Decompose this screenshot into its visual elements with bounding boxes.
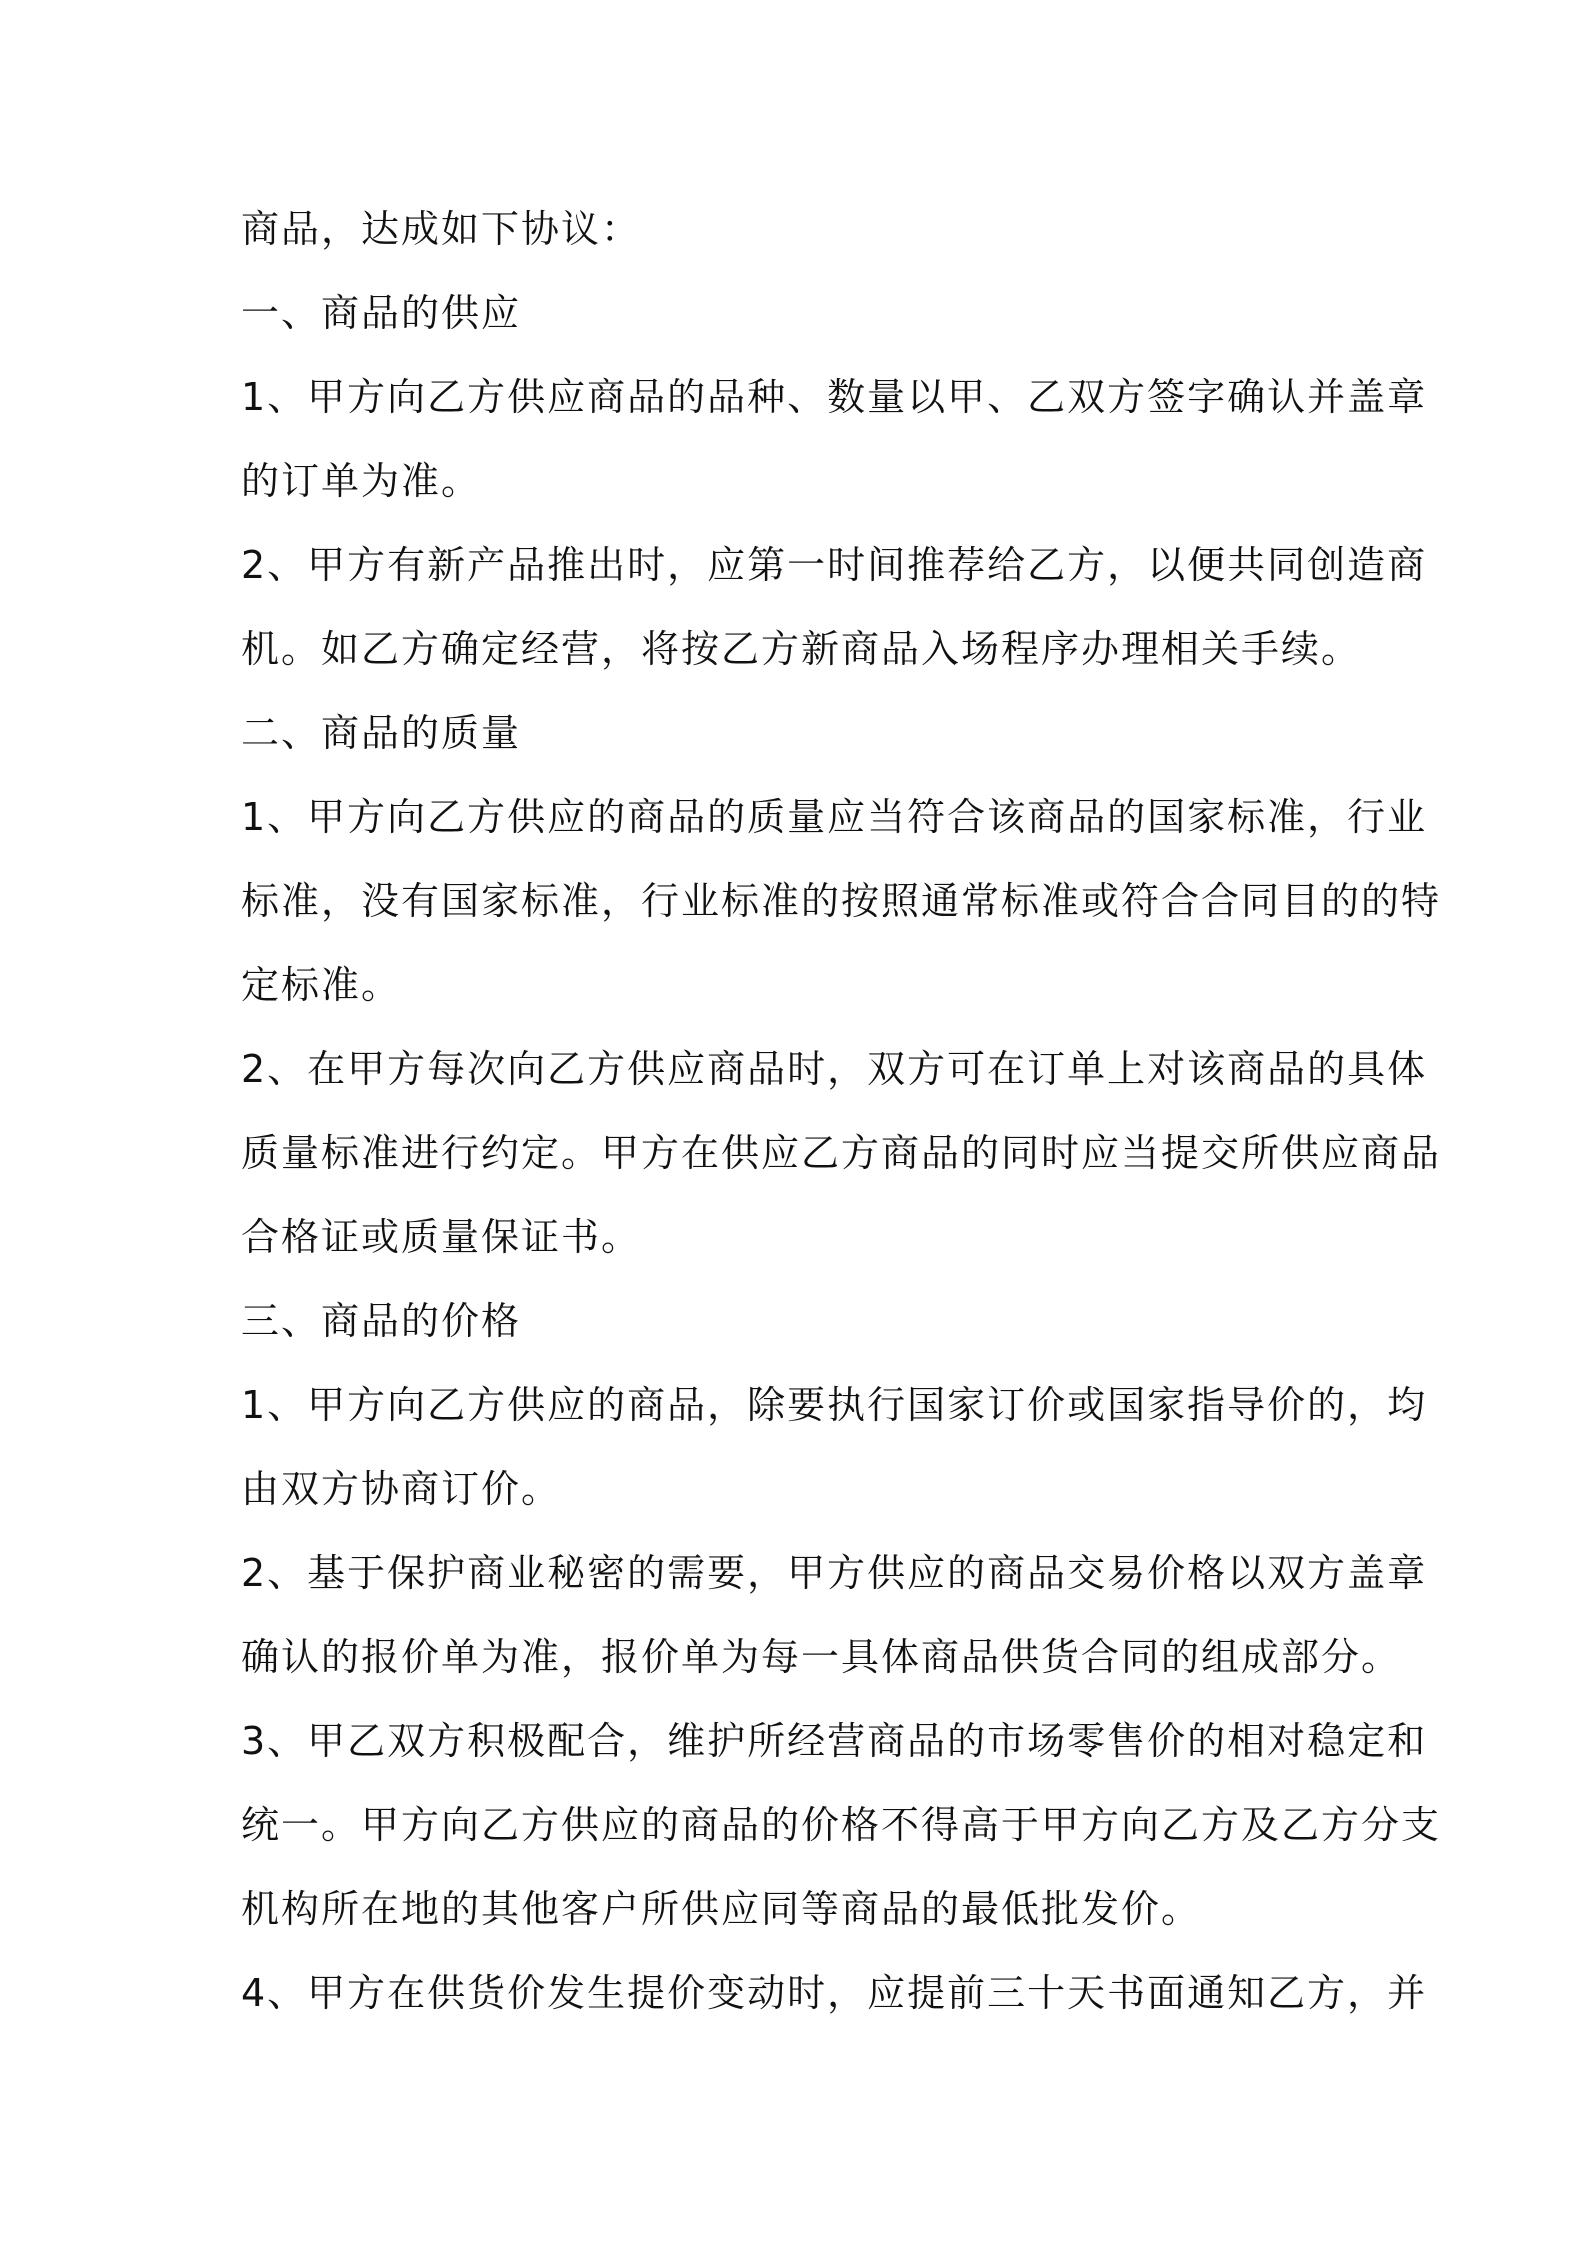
section-heading: 一、商品的供应 xyxy=(241,291,522,335)
text-line: 定标准。 xyxy=(241,963,402,1007)
text-line: 1、甲方向乙方供应的商品的质量应当符合该商品的国家标准，行业 xyxy=(241,795,1428,839)
text-line: 机构所在地的其他客户所供应同等商品的最低批发价。 xyxy=(241,1887,1202,1931)
text-line: 2、基于保护商业秘密的需要，甲方供应的商品交易价格以双方盖章 xyxy=(241,1551,1428,1595)
section-heading: 二、商品的质量 xyxy=(241,711,522,755)
text-line: 机。如乙方确定经营，将按乙方新商品入场程序办理相关手续。 xyxy=(241,627,1362,671)
text-line: 的订单为准。 xyxy=(241,459,482,503)
text-line: 由双方协商订价。 xyxy=(241,1467,562,1511)
text-line: 商品，达成如下协议： xyxy=(241,207,642,251)
text-line: 3、甲乙双方积极配合，维护所经营商品的市场零售价的相对稳定和 xyxy=(241,1719,1428,1763)
text-line: 确认的报价单为准，报价单为每一具体商品供货合同的组成部分。 xyxy=(241,1635,1402,1679)
text-line: 4、甲方在供货价发生提价变动时，应提前三十天书面通知乙方，并 xyxy=(241,1971,1428,2015)
text-line: 标准，没有国家标准，行业标准的按照通常标准或符合合同目的的特 xyxy=(241,879,1442,923)
text-line: 质量标准进行约定。甲方在供应乙方商品的同时应当提交所供应商品 xyxy=(241,1131,1442,1175)
text-line: 2、在甲方每次向乙方供应商品时，双方可在订单上对该商品的具体 xyxy=(241,1047,1428,1091)
text-line: 1、甲方向乙方供应商品的品种、数量以甲、乙双方签字确认并盖章 xyxy=(241,375,1428,419)
text-line: 合格证或质量保证书。 xyxy=(241,1215,642,1259)
section-heading: 三、商品的价格 xyxy=(241,1299,522,1343)
text-line: 2、甲方有新产品推出时，应第一时间推荐给乙方，以便共同创造商 xyxy=(241,543,1428,587)
text-line: 统一。甲方向乙方供应的商品的价格不得高于甲方向乙方及乙方分支 xyxy=(241,1803,1442,1847)
text-line: 1、甲方向乙方供应的商品，除要执行国家订价或国家指导价的，均 xyxy=(241,1383,1428,1427)
